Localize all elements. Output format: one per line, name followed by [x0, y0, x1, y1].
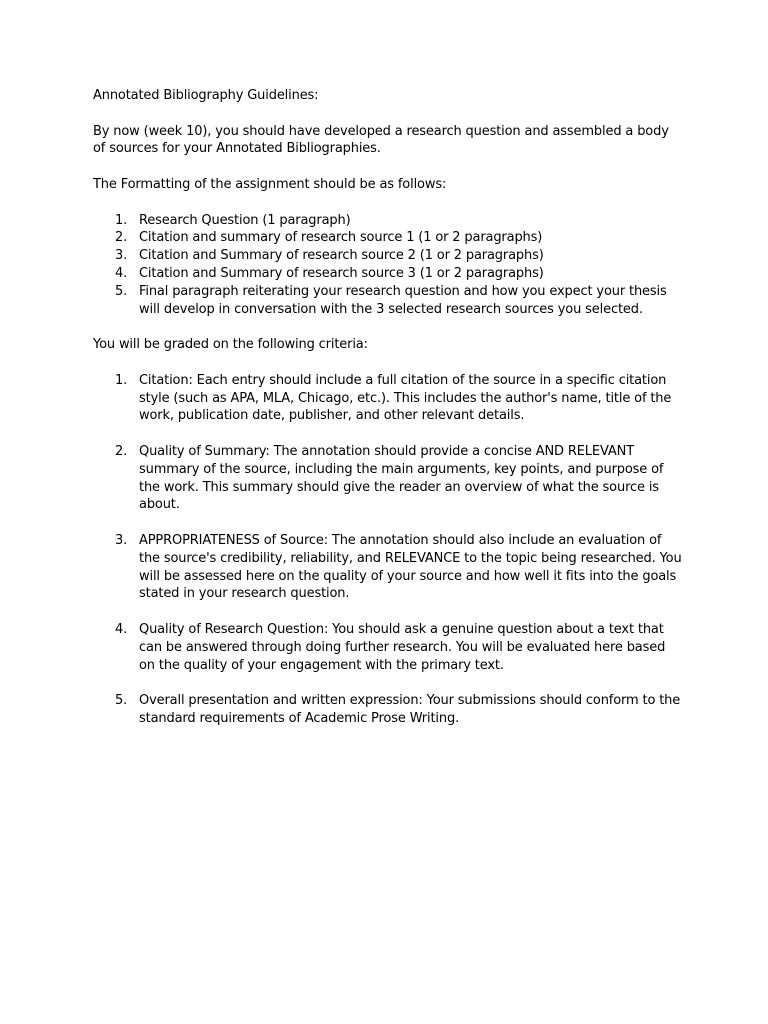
list-item-text: Citation and Summary of research source 3 (1 or 2 paragraphs) [139, 265, 544, 281]
list-item-number: 2. [115, 443, 128, 459]
list-item [93, 372, 683, 425]
list-item-text: Final paragraph reiterating your research question and how you expect your thesis will develop in conversation with the 3 selected research sources you selected. [139, 283, 667, 317]
list-item [93, 247, 683, 265]
list-item [93, 212, 683, 230]
criteria-list [93, 372, 683, 728]
list-item [93, 692, 683, 728]
intro-paragraph: By now (week 10), you should have developed a research question and assembled a body of sources for your Annotated Bibliographies. [93, 123, 669, 157]
list-item-number: 5. [115, 693, 128, 709]
criteria-heading: You will be graded on the following criteria: [93, 337, 368, 353]
list-item [93, 532, 683, 603]
list-item-text: Quality of Summary: The annotation should provide a concise AND RELEVANT summary of the source, including the main arguments, key points, and purpose of the work. This summary should give the reader an overview of what the source is about. [139, 443, 664, 513]
list-item-text: Citation and summary of research source 1 (1 or 2 paragraphs) [139, 230, 543, 246]
list-item [93, 443, 683, 514]
document-title: Annotated Bibliography Guidelines: [93, 88, 319, 103]
list-item-number: 1. [115, 372, 128, 388]
list-item-text: APPROPRIATENESS of Source: The annotation should also include an evaluation of the source's credibility, reliability, and RELEVANCE to the topic being researched. You will be assessed here on the quality of your source and how well it fits into the goals stated in your research question. [139, 532, 682, 602]
list-item-number: 4. [115, 265, 128, 281]
list-item [93, 229, 683, 247]
list-item [93, 283, 683, 319]
list-item-number: 2. [115, 230, 128, 246]
list-item-text: Quality of Research Question: You should ask a genuine question about a text that can be answered through doing further research. You will be evaluated here based on the quality of your engagement with the primary text. [139, 621, 666, 673]
list-item-number: 5. [115, 283, 128, 299]
list-item-number: 3. [115, 248, 128, 264]
document-page [93, 87, 683, 745]
list-item-number: 1. [115, 212, 128, 228]
formatting-list [93, 212, 683, 319]
list-item-text: Citation and Summary of research source 2 (1 or 2 paragraphs) [139, 248, 544, 264]
list-item [93, 621, 683, 674]
formatting-heading: The Formatting of the assignment should be as follows: [93, 176, 447, 192]
list-item-text: Research Question (1 paragraph) [139, 212, 351, 228]
list-item-number: 4. [115, 621, 128, 637]
list-item-text: Overall presentation and written expression: Your submissions should conform to the standard requirements of Academic Prose Writing. [139, 693, 681, 726]
list-item [93, 265, 683, 283]
list-item-text: Citation: Each entry should include a full citation of the source in a specific citation style (such as APA, MLA, Chicago, etc.). This includes the author's name, title of the work, publication date, publisher, and other relevant details. [139, 372, 672, 424]
list-item-number: 3. [115, 532, 128, 548]
